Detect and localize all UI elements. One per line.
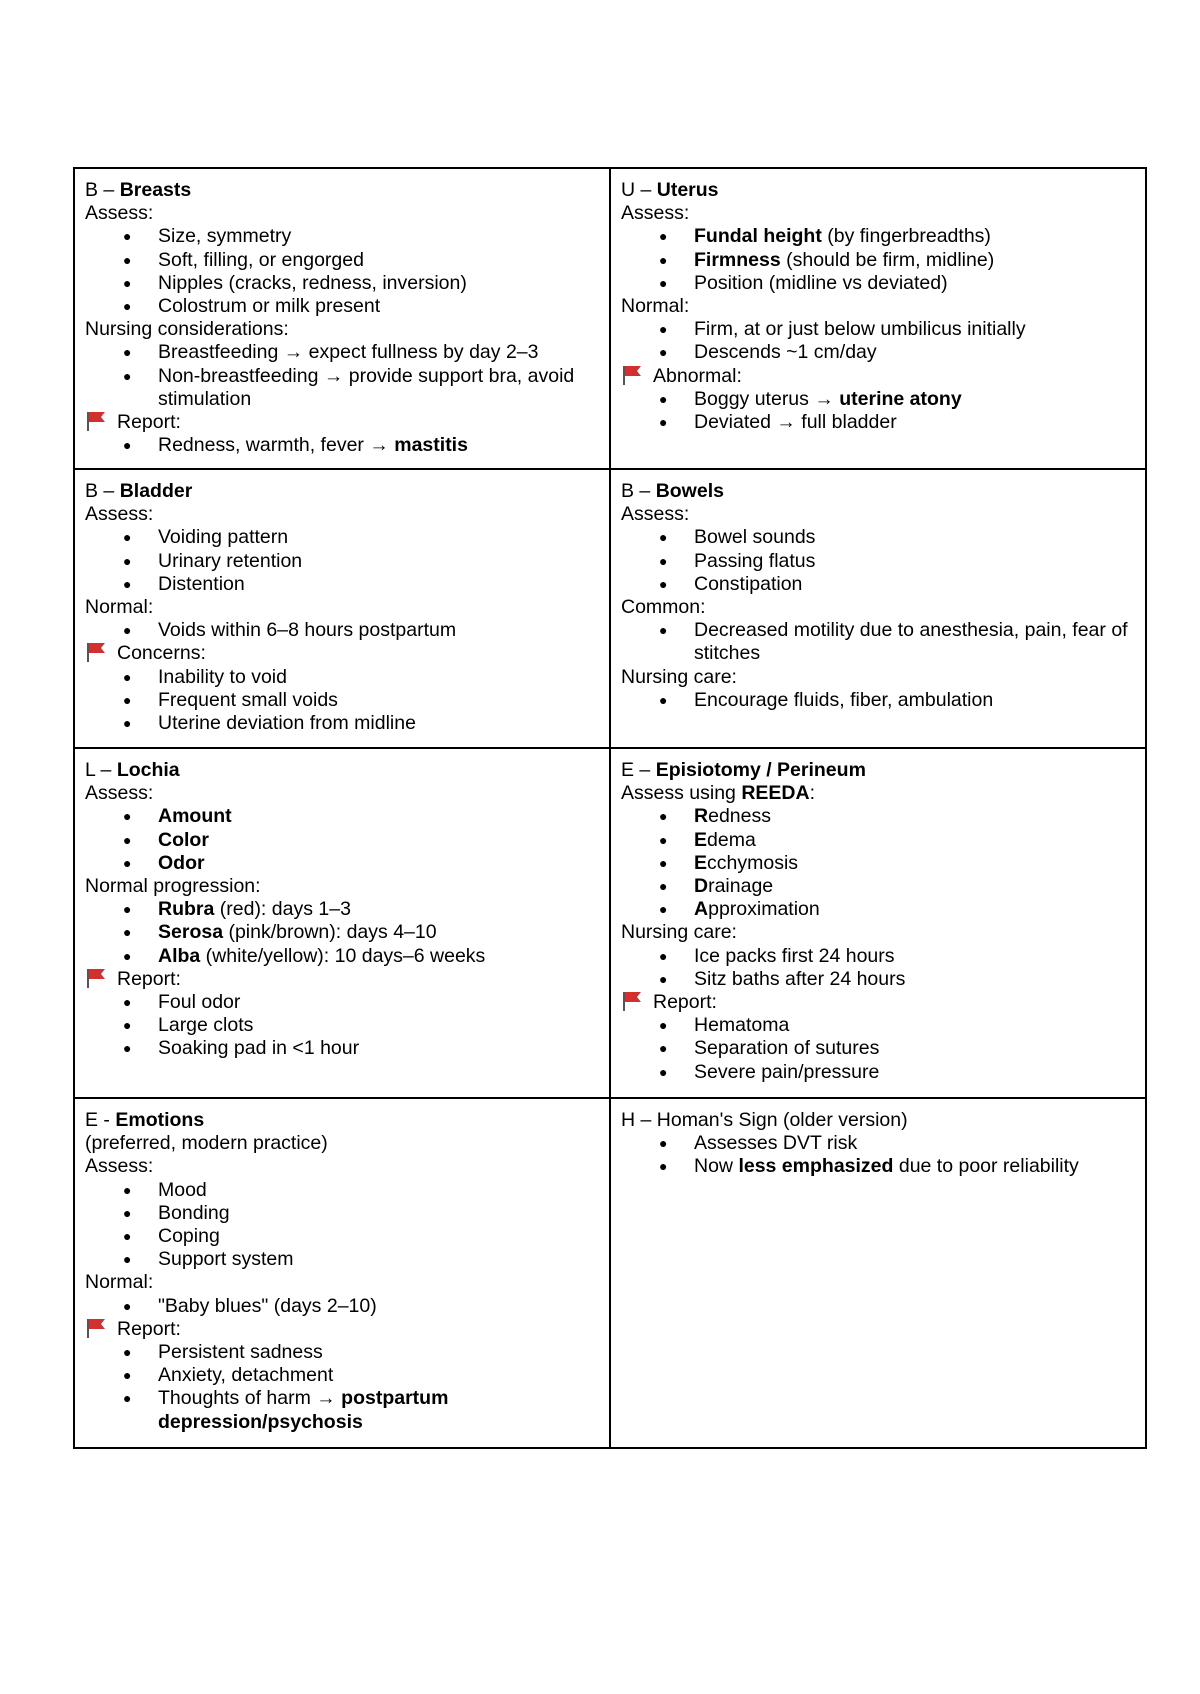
list-item: ● Firm, at or just below umbilicus initially <box>659 318 1026 341</box>
list-item: ● Support system <box>123 1248 294 1271</box>
list-item: ● Serosa (pink/brown): days 4–10 <box>123 921 437 944</box>
label-nursing-care: Nursing care: <box>621 921 737 944</box>
label-report: Report: <box>85 1318 599 1341</box>
cell-lochia <box>74 748 610 1098</box>
list-item: ● Size, symmetry <box>123 225 292 248</box>
list-item: ● Separation of sutures <box>659 1037 880 1060</box>
list-item: ● Firmness (should be firm, midline) <box>659 248 995 271</box>
list-item: ● Voids within 6–8 hours postpartum <box>123 619 457 642</box>
label-nursing-care: Nursing care: <box>621 665 737 688</box>
list-item: ● Constipation <box>659 572 803 595</box>
list-assess <box>85 526 599 596</box>
cell-breasts <box>74 168 610 469</box>
list-item: ● Sitz baths after 24 hours <box>659 967 906 990</box>
list-item: ● Redness <box>659 805 771 828</box>
list-item: ● Uterine deviation from midline <box>123 712 416 735</box>
list-item: ● Mood <box>123 1178 207 1201</box>
list-homan <box>621 1132 1135 1178</box>
list-item: ● "Baby blues" (days 2–10) <box>123 1294 377 1317</box>
list-common <box>621 619 1135 665</box>
list-item: ● Alba (white/yellow): 10 days–6 weeks <box>123 944 486 967</box>
list-item: ● Descends ~1 cm/day <box>659 341 877 364</box>
label-assess: Assess: <box>85 1155 154 1178</box>
list-normal <box>85 619 599 642</box>
bubble-he-table <box>73 167 1147 1449</box>
label-abnormal: Abnormal: <box>621 365 1135 388</box>
label-nursing-considerations: Nursing considerations: <box>85 318 289 341</box>
cell-bowels <box>610 469 1146 748</box>
cell-uterus <box>610 168 1146 469</box>
cell-bladder <box>74 469 610 748</box>
label-assess-reeda: Assess using REEDA: <box>621 782 815 805</box>
label-normal-progression: Normal progression: <box>85 875 261 898</box>
list-item: ● Coping <box>123 1225 220 1248</box>
list-abnormal <box>621 388 1135 434</box>
list-normal <box>85 1295 599 1318</box>
heading-breasts: B – Breasts <box>85 179 192 201</box>
list-item: ● Distention <box>123 572 245 595</box>
list-item: ● Amount <box>123 805 232 828</box>
label-normal: Normal: <box>621 295 690 318</box>
list-item: ● Decreased motility due to anesthesia, pain, fear of stitches <box>659 619 1128 665</box>
list-item: ● Thoughts of harm → postpartum depression/psychosis <box>123 1387 449 1433</box>
red-flag-icon <box>85 968 109 988</box>
list-concerns <box>85 666 599 736</box>
list-item: ● Inability to void <box>123 665 287 688</box>
subheading-emotions: (preferred, modern practice) <box>85 1132 328 1155</box>
list-item: ● Voiding pattern <box>123 526 289 549</box>
list-item: ● Bowel sounds <box>659 526 816 549</box>
list-item: ● Breastfeeding → expect fullness by day 2–3 <box>123 341 539 364</box>
list-item: ● Anxiety, detachment <box>123 1364 334 1387</box>
list-reeda <box>621 805 1135 921</box>
list-item: ● Ice packs first 24 hours <box>659 944 895 967</box>
red-flag-icon <box>621 991 645 1011</box>
list-item: ● Approximation <box>659 898 820 921</box>
list-item: ● Bonding <box>123 1201 230 1224</box>
label-assess: Assess: <box>85 782 154 805</box>
list-assess <box>85 805 599 875</box>
list-progression <box>85 898 599 968</box>
list-item: ● Hematoma <box>659 1014 790 1037</box>
list-report <box>85 991 599 1061</box>
heading-bowels: B – Bowels <box>621 480 724 502</box>
list-considerations <box>85 341 599 411</box>
label-normal: Normal: <box>85 1271 154 1294</box>
list-assess <box>85 225 599 318</box>
red-flag-icon <box>85 411 109 431</box>
list-assess <box>85 1179 599 1272</box>
list-item: ● Persistent sadness <box>123 1341 323 1364</box>
list-assess <box>621 225 1135 295</box>
list-item: ● Large clots <box>123 1014 254 1037</box>
list-item: ● Deviated → full bladder <box>659 411 897 434</box>
list-item: ● Edema <box>659 828 756 851</box>
cell-homan <box>610 1098 1146 1448</box>
list-normal <box>621 318 1135 364</box>
list-item: ● Now less emphasized due to poor reliability <box>659 1155 1079 1178</box>
list-report <box>621 1014 1135 1084</box>
cell-episiotomy <box>610 748 1146 1098</box>
list-item: ● Rubra (red): days 1–3 <box>123 898 351 921</box>
list-item: ● Boggy uterus → uterine atony <box>659 387 962 410</box>
list-item: ● Soft, filling, or engorged <box>123 248 364 271</box>
heading-uterus: U – Uterus <box>621 179 719 201</box>
label-assess: Assess: <box>85 503 154 526</box>
label-assess: Assess: <box>85 202 154 225</box>
cell-emotions <box>74 1098 610 1448</box>
label-assess: Assess: <box>621 202 690 225</box>
list-item: ● Assesses DVT risk <box>659 1132 858 1155</box>
list-assess <box>621 526 1135 596</box>
label-report: Report: <box>85 968 599 991</box>
red-flag-icon <box>621 365 645 385</box>
label-assess: Assess: <box>621 503 690 526</box>
list-item: ● Frequent small voids <box>123 688 338 711</box>
list-item: ● Encourage fluids, fiber, ambulation <box>659 688 994 711</box>
list-item: ● Position (midline vs deviated) <box>659 271 948 294</box>
label-common: Common: <box>621 596 706 619</box>
list-item: ● Fundal height (by fingerbreadths) <box>659 225 991 248</box>
list-item: ● Soaking pad in <1 hour <box>123 1037 360 1060</box>
list-item: ● Redness, warmth, fever → mastitis <box>123 434 468 457</box>
label-report: Report: <box>621 991 1135 1014</box>
red-flag-icon <box>85 642 109 662</box>
list-item: ● Ecchymosis <box>659 851 799 874</box>
list-report <box>85 434 599 457</box>
list-care <box>621 945 1135 991</box>
heading-lochia: L – Lochia <box>85 759 180 781</box>
list-item: ● Urinary retention <box>123 549 303 572</box>
list-item: ● Non-breastfeeding → provide support bra, avoid stimulation <box>123 364 575 410</box>
list-item: ● Severe pain/pressure <box>659 1060 880 1083</box>
heading-emotions: E - Emotions <box>85 1109 205 1131</box>
heading-bladder: B – Bladder <box>85 480 193 502</box>
label-report: Report: <box>85 411 599 434</box>
list-item: ● Foul odor <box>123 991 241 1014</box>
list-item: ● Colostrum or milk present <box>123 295 381 318</box>
label-normal: Normal: <box>85 596 154 619</box>
list-care <box>621 689 1135 712</box>
list-item: ● Passing flatus <box>659 549 816 572</box>
heading-episiotomy: E – Episiotomy / Perineum <box>621 759 866 781</box>
list-report <box>85 1341 599 1434</box>
red-flag-icon <box>85 1318 109 1338</box>
list-item: ● Odor <box>123 851 205 874</box>
heading-homan: H – Homan's Sign (older version) <box>621 1109 908 1131</box>
list-item: ● Nipples (cracks, redness, inversion) <box>123 271 467 294</box>
list-item: ● Drainage <box>659 875 774 898</box>
label-concerns: Concerns: <box>85 642 599 665</box>
list-item: ● Color <box>123 828 209 851</box>
